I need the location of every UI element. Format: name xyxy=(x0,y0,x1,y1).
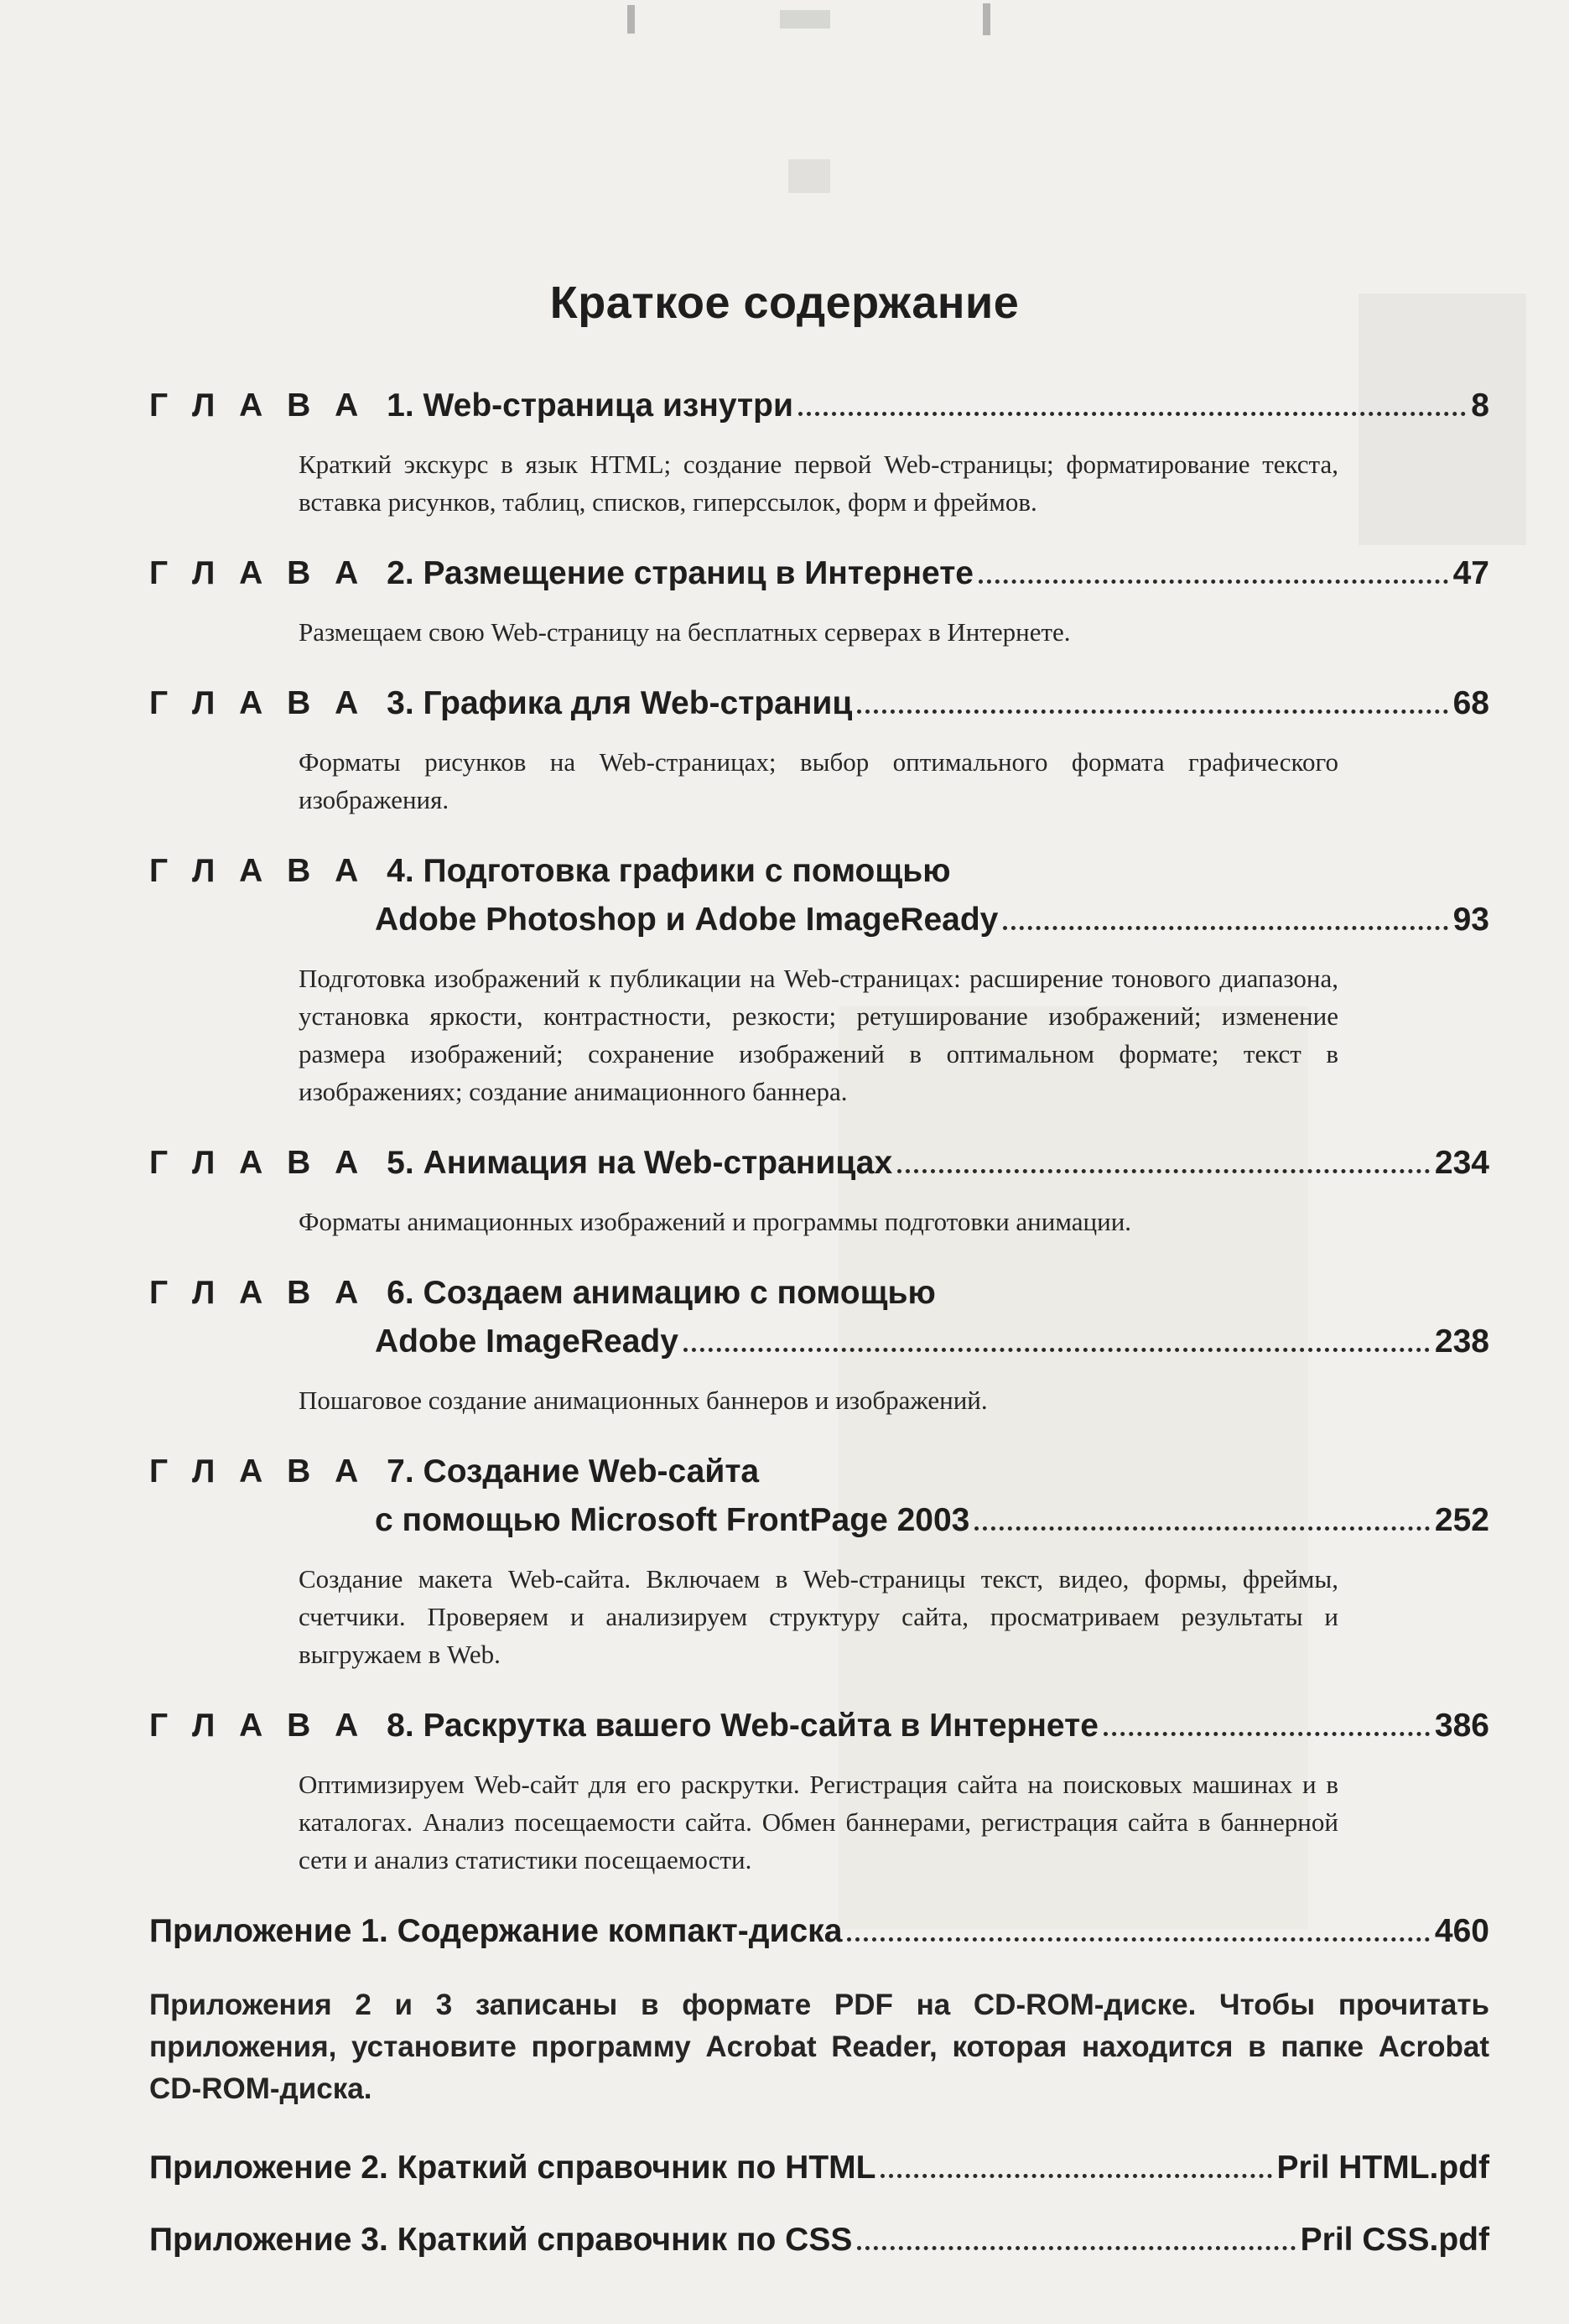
appendix-file: Pril HTML.pdf xyxy=(1276,2150,1489,2186)
leader-dots xyxy=(1104,1732,1430,1736)
chapter-title-continued: Adobe ImageReady xyxy=(375,1323,678,1360)
appendix-note: Приложения 2 и 3 записаны в формате PDF на CD-ROM-диске. Чтобы прочитать приложения, установите программу Acrobat Reader, которая находится в папке Acrobat CD-ROM-диска. xyxy=(149,1989,1489,2105)
chapter-title: Подготовка графики с помощью xyxy=(423,853,951,889)
leader-dots xyxy=(847,1937,1430,1942)
toc-entry-chapter-7 xyxy=(149,1448,1489,1673)
leader-dots xyxy=(979,580,1448,584)
leader-dots xyxy=(974,1526,1430,1531)
table-of-contents xyxy=(149,382,1489,2293)
toc-entry-appendix-3 xyxy=(149,2216,1489,2264)
page-title: Краткое содержание xyxy=(549,278,1020,328)
chapter-prefix: Г Л А В А xyxy=(149,1708,366,1744)
chapter-prefix: Г Л А В А xyxy=(149,853,366,889)
page-number: 460 xyxy=(1434,1913,1489,1949)
page-number: 93 xyxy=(1452,902,1489,938)
chapter-description: Форматы анимационных изображений и программы подготовки анимации. xyxy=(299,1207,1132,1236)
chapter-prefix: Г Л А В А xyxy=(149,1145,366,1181)
chapter-number: 7. xyxy=(387,1453,414,1490)
page-number: 386 xyxy=(1434,1708,1489,1744)
leader-dots xyxy=(881,2174,1271,2178)
page-number: 8 xyxy=(1471,387,1489,424)
toc-entry-appendix-2 xyxy=(149,2144,1489,2192)
chapter-description: Краткий экскурс в язык HTML; создание первой Web-страницы; форматирование текста, вставка рисунков, таблиц, списков, гиперссылок, форм и фреймов. xyxy=(299,450,1338,517)
chapter-title-continued: Adobe Photoshop и Adobe ImageReady xyxy=(375,902,999,938)
chapter-number: 8. xyxy=(387,1708,414,1744)
appendix-title: Приложение 3. Краткий справочник по CSS xyxy=(149,2222,853,2258)
chapter-number: 3. xyxy=(387,685,414,721)
chapter-title: Анимация на Web-страницах xyxy=(423,1145,893,1181)
page-number: 252 xyxy=(1434,1502,1489,1538)
chapter-description: Пошаговое создание анимационных баннеров и изображений. xyxy=(299,1386,988,1415)
leader-dots xyxy=(798,412,1466,416)
toc-entry-chapter-5 xyxy=(149,1139,1489,1240)
chapter-number: 5. xyxy=(387,1145,414,1181)
chapter-prefix: Г Л А В А xyxy=(149,1453,366,1490)
chapter-title: Создаем анимацию с помощью xyxy=(423,1275,936,1311)
chapter-title: Раскрутка вашего Web-сайта в Интернете xyxy=(423,1708,1099,1744)
page-number: 234 xyxy=(1434,1145,1489,1181)
toc-entry-chapter-4 xyxy=(149,847,1489,1110)
toc-entry-appendix-1 xyxy=(149,1907,1489,1956)
chapter-title: Размещение страниц в Интернете xyxy=(423,555,974,591)
chapter-title: Графика для Web-страниц xyxy=(423,685,853,721)
chapter-number: 6. xyxy=(387,1275,414,1311)
page-number: 238 xyxy=(1434,1323,1489,1360)
chapter-description: Оптимизируем Web-сайт для его раскрутки. Регистрация сайта на поисковых машинах и в каталогах. Анализ посещаемости сайта. Обмен баннерами, регистрация сайта в баннерной сети и анализ статистики посещаемости. xyxy=(299,1770,1338,1874)
toc-entry-chapter-2 xyxy=(149,549,1489,651)
leader-dots xyxy=(897,1169,1430,1173)
chapter-prefix: Г Л А В А xyxy=(149,1275,366,1311)
toc-entry-chapter-8 xyxy=(149,1702,1489,1879)
chapter-number: 2. xyxy=(387,555,414,591)
chapter-title: Создание Web-сайта xyxy=(423,1453,760,1490)
chapter-prefix: Г Л А В А xyxy=(149,387,366,424)
page-number: 47 xyxy=(1452,555,1489,591)
chapter-title-continued: с помощью Microsoft FrontPage 2003 xyxy=(375,1502,970,1538)
toc-entry-chapter-6 xyxy=(149,1269,1489,1419)
toc-entry-chapter-3 xyxy=(149,679,1489,819)
leader-dots xyxy=(1003,926,1447,930)
leader-dots xyxy=(857,710,1447,714)
leader-dots xyxy=(683,1348,1430,1352)
chapter-description: Создание макета Web-сайта. Включаем в Web-страницы текст, видео, формы, фреймы, счетчики. Проверяем и анализируем структуру сайта, просматриваем результаты и выгружаем в Web. xyxy=(299,1564,1338,1669)
chapter-prefix: Г Л А В А xyxy=(149,555,366,591)
chapter-description: Подготовка изображений к публикации на Web-страницах: расширение тонового диапазона, установка яркости, контрастности, резкости; ретуширование изображений; изменение размера изображений; сохранение изображений в оптимальном формате; текст в изображениях; создание анимационного баннера. xyxy=(299,964,1338,1106)
appendix-file: Pril CSS.pdf xyxy=(1300,2222,1489,2258)
chapter-description: Форматы рисунков на Web-страницах; выбор оптимального формата графического изображения. xyxy=(299,747,1338,814)
toc-entry-chapter-1 xyxy=(149,382,1489,521)
appendix-title: Приложение 2. Краткий справочник по HTML xyxy=(149,2150,876,2186)
chapter-title: Web-страница изнутри xyxy=(423,387,793,424)
chapter-prefix: Г Л А В А xyxy=(149,685,366,721)
page-number: 68 xyxy=(1452,685,1489,721)
chapter-number: 1. xyxy=(387,387,414,424)
appendix-title: Приложение 1. Содержание компакт-диска xyxy=(149,1913,843,1949)
leader-dots xyxy=(857,2246,1295,2250)
chapter-number: 4. xyxy=(387,853,414,889)
chapter-description: Размещаем свою Web-страницу на бесплатных серверах в Интернете. xyxy=(299,617,1071,647)
